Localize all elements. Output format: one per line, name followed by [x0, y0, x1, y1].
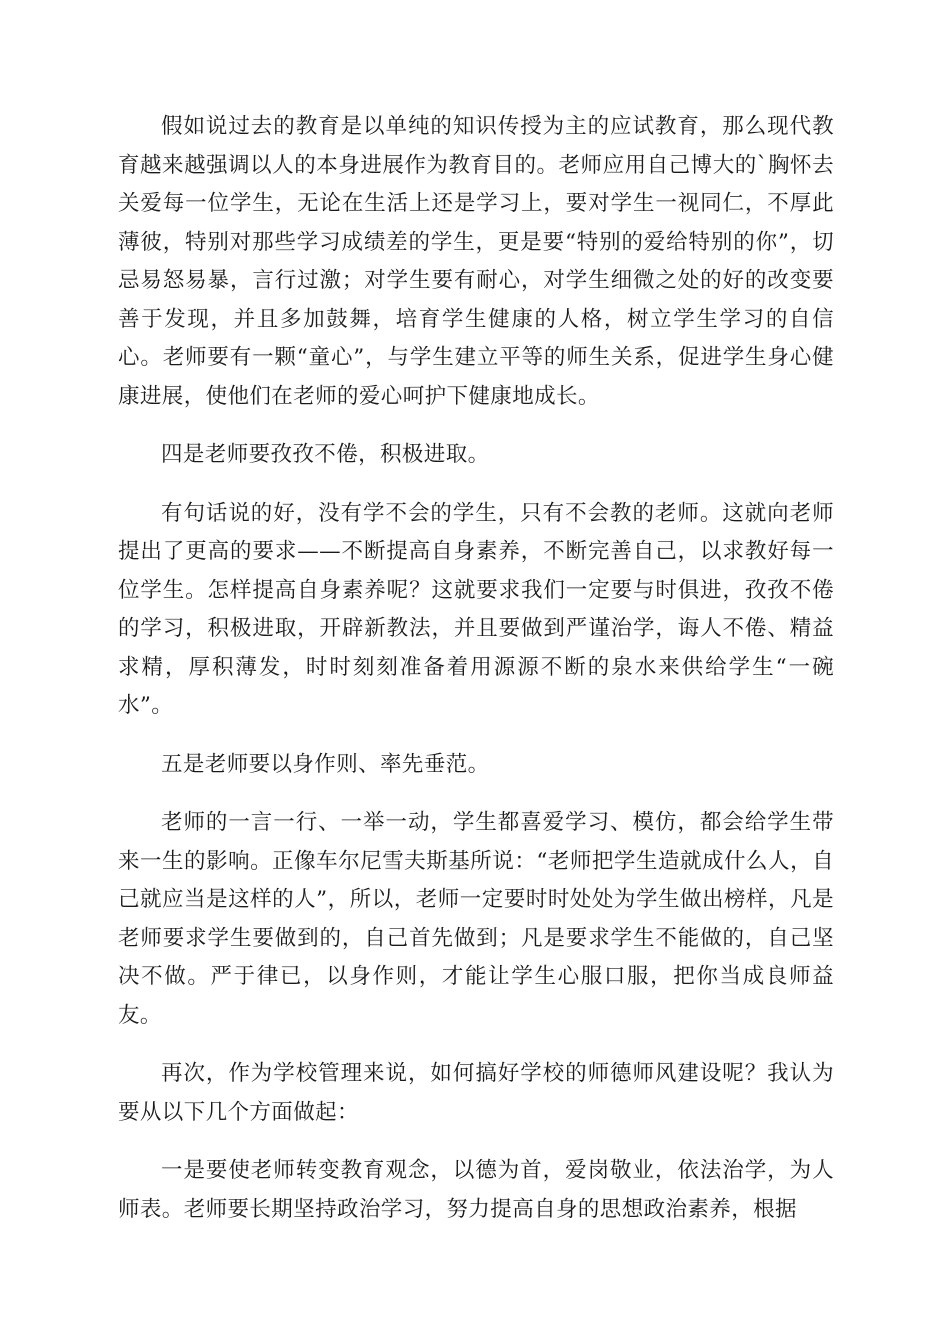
paragraph-school-management: 再次，作为学校管理来说，如何搞好学校的师德师风建设呢？我认为要从以下几个方面做起： — [118, 1061, 834, 1125]
heading-point-four: 四是老师要孜孜不倦，积极进取。 — [161, 442, 490, 467]
document-body — [118, 108, 834, 1249]
heading-point-five: 五是老师要以身作则、率先垂范。 — [161, 751, 490, 777]
paragraph-role-model: 老师的一言一行、一举一动，学生都喜爱学习、模仿，都会给学生带来一生的影响。正像车尔尼雪夫斯基所说：“老师把学生造就成什么人，自己就应当是这样的人”，所以，老师一定要时时处处为学生做出榜样，凡是老师要求学生要做到的，自己首先做到；凡是要求学生不能做的，自己坚决不做。严于律已，以身作则，才能让学生心服口服，把你当成良师益友。 — [118, 810, 834, 1028]
paragraph-self-improvement: 有句话说的好，没有学不会的学生，只有不会教的老师。这就向老师提出了更高的要求——不断提高自身素养，不断完善自己，以求教好每一位学生。怎样提高自身素养呢？这就要求我们一定要与时俱进，孜孜不倦的学习，积极进取，开辟新教法，并且要做到严谨治学，诲人不倦、精益求精，厚积薄发，时时刻刻准备着用源源不断的泉水来供给学生“一碗水”。 — [118, 500, 834, 718]
paragraph-point-one: 一是要使老师转变教育观念，以德为首，爱岗敬业，依法治学，为人师表。老师要长期坚持政治学习，努力提高自身的思想政治素养，根据 — [118, 1158, 834, 1222]
paragraph-teacher-love: 假如说过去的教育是以单纯的知识传授为主的应试教育，那么现代教育越来越强调以人的本身进展作为教育目的。老师应用自己博大的`胸怀去关爱每一位学生，无论在生活上还是学习上，要对学生一视同仁，不厚此薄彼，特别对那些学习成绩差的学生，更是要“特别的爱给特别的你”，切忌易怒易暴，言行过激；对学生要有耐心，对学生细微之处的好的改变要善于发现，并且多加鼓舞，培育学生健康的人格，树立学生学习的自信心。老师要有一颗“童心”，与学生建立平等的师生关系，促进学生身心健康进展，使他们在老师的爱心呵护下健康地成长。 — [118, 114, 834, 409]
